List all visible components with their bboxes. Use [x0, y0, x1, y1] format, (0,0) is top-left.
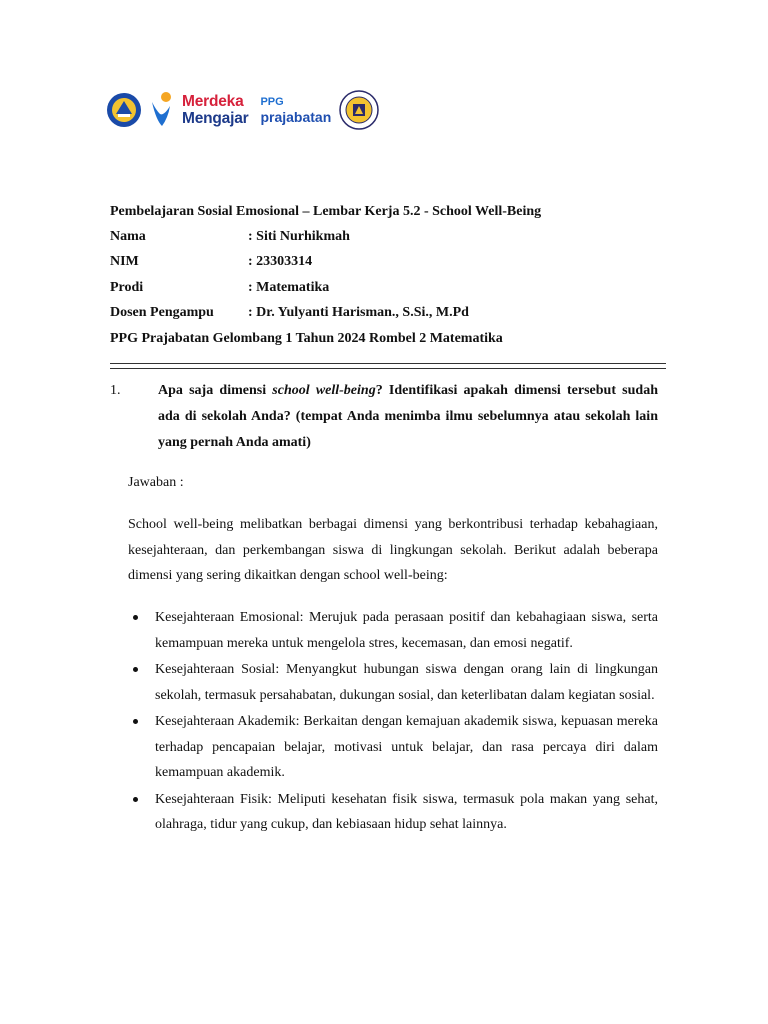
university-seal-icon	[339, 90, 379, 130]
list-item-text: Kesejahteraan Fisik: Meliputi kesehatan fisik siswa, termasuk pola makan yang sehat, olahraga, tidur yang cukup, dan kebiasaan hidup sehat lainnya.	[155, 791, 658, 832]
field-nim	[110, 254, 312, 270]
list-item-text: Kesejahteraan Sosial: Menyangkut hubungan siswa dengan orang lain di lingkungan sekolah, termasuk persahabatan, dukungan sosial, dan keterlibatan dalam kegiatan sosial.	[155, 662, 658, 703]
list-item-text: Kesejahteraan Akademik: Berkaitan dengan kemajuan akademik siswa, kepuasan mereka terhadap pencapaian belajar, motivasi untuk belajar, dan rasa percaya diri dalam kemampuan akademik.	[155, 714, 658, 780]
list-item	[128, 709, 658, 786]
field-value: : 23303314	[248, 254, 313, 269]
merdeka-mengajar-person-icon	[148, 90, 174, 130]
question-text-part: ? Identifikasi apakah dimensi tersebut sudah ada di sekolah Anda? (tempat Anda menimba ilmu sebelumnya atau sekolah lain yang pernah Anda amati)	[158, 383, 658, 450]
header-divider-bottom	[110, 368, 666, 369]
header-divider-top	[110, 363, 666, 364]
field-value: : Siti Nurhikmah	[248, 229, 350, 244]
tut-wuri-handayani-logo-icon	[106, 92, 142, 128]
field-prodi	[110, 280, 329, 296]
field-dosen	[110, 305, 469, 321]
merdeka-mengajar-logo	[182, 93, 248, 127]
field-label: NIM	[110, 254, 139, 269]
question-italic-term: school well-being	[272, 383, 376, 398]
list-item	[128, 787, 658, 838]
question-text	[128, 378, 658, 456]
program-line: PPG Prajabatan Gelombang 1 Tahun 2024 Rombel 2 Matematika	[110, 331, 503, 346]
bullet-icon	[133, 615, 138, 620]
list-item	[128, 657, 658, 708]
list-item	[128, 605, 658, 656]
answer-intro: School well-being melibatkan berbagai dimensi yang berkontribusi terhadap kebahagiaan, kesejahteraan, dan perkembangan siswa di lingkungan sekolah. Berikut adalah beberapa dimensi yang sering dikaitkan dengan school well-being:	[128, 517, 658, 583]
field-value: : Dr. Yulyanti Harisman., S.Si., M.Pd	[248, 305, 469, 320]
list-item-text: Kesejahteraan Emosional: Merujuk pada perasaan positif dan kebahagiaan siswa, serta kemampuan mereka untuk mengelola stres, kecemasan, dan emosi negatif.	[155, 610, 658, 651]
field-label: Dosen Pengampu	[110, 305, 214, 320]
question-text-part: Apa saja dimensi	[158, 383, 273, 398]
bullet-icon	[133, 719, 138, 724]
prajabatan-text: prajabatan	[260, 109, 332, 125]
mengajar-text: Mengajar	[182, 110, 249, 127]
dimension-list	[128, 605, 658, 839]
question-1	[110, 378, 658, 456]
field-label: Nama	[110, 229, 146, 244]
field-nama	[110, 229, 350, 245]
bullet-icon	[133, 797, 138, 802]
bullet-icon	[133, 667, 138, 672]
question-number: 1.	[110, 383, 121, 398]
field-value: : Matematika	[248, 280, 330, 295]
ppg-prajabatan-logo	[260, 95, 331, 125]
worksheet-title: Pembelajaran Sosial Emosional – Lembar Kerja 5.2 - School Well-Being	[110, 204, 542, 219]
field-label: Prodi	[110, 280, 144, 295]
logo-strip	[106, 88, 379, 132]
merdeka-text: Merdeka	[182, 93, 244, 110]
answer-label: Jawaban :	[128, 475, 184, 490]
ppg-text: PPG	[260, 96, 284, 108]
